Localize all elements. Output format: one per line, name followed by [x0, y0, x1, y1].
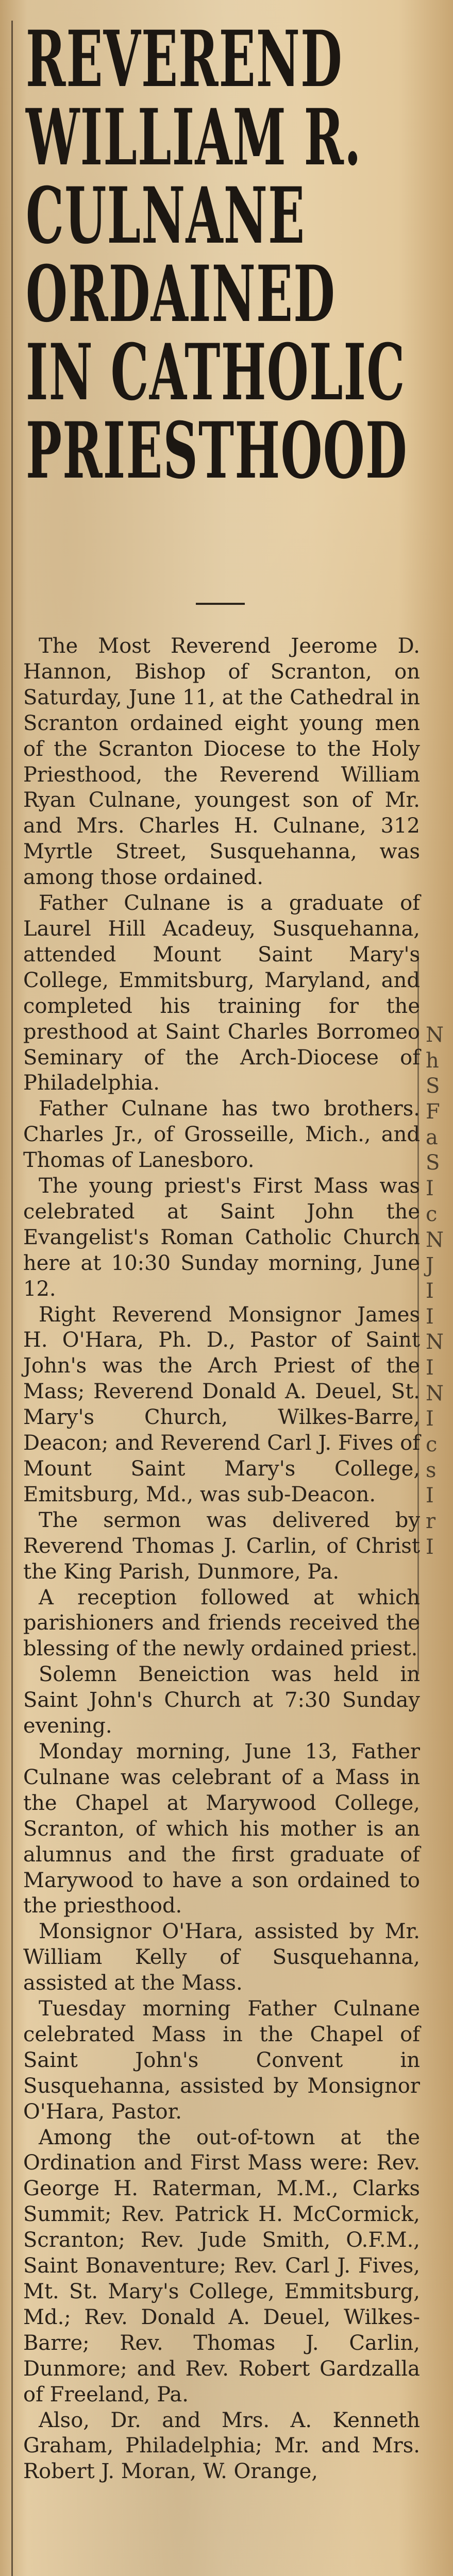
article-paragraph: The Most Reverend Jeerome D. Hannon, Bishop of Scranton, on Saturday, June 11, at the Cathedral in Scranton ordained eight young men of the Scranton Diocese to the Holy Priesthood, the Reverend William Ryan Culnane, youngest son of Mr. and Mrs. Charles H. Culnane, 312 Myrtle Street, Susquehanna, was among those ordained.: [23, 634, 420, 890]
margin-letter: I: [426, 1535, 434, 1559]
column-rule-left: [11, 21, 13, 2576]
margin-letter: I: [426, 1355, 434, 1380]
margin-letter: S: [426, 1151, 440, 1175]
margin-letter: I: [426, 1279, 434, 1303]
headline: [26, 14, 408, 496]
margin-letter: s: [426, 1458, 437, 1482]
margin-letter: J: [426, 1253, 434, 1278]
article-paragraph: Father Culnane is a graduate of Laurel Hill Acadeuy, Susquehanna, attended Mount Saint Mary's College, Emmitsburg, Maryland, and completed his training for the presthood at Saint Charles Borromeo Seminary of the Arch-Diocese of Philadelphia.: [23, 891, 420, 1095]
article-paragraph: Monsignor O'Hara, assisted by Mr. William Kelly of Susquehanna, assisted at the Mass.: [23, 1920, 420, 1995]
margin-letter: I: [426, 1484, 434, 1508]
margin-letter: F: [426, 1100, 440, 1124]
margin-letter: S: [426, 1074, 440, 1098]
headline-line: IN CATHOLIC: [26, 327, 406, 418]
article-paragraph: Tuesday morning Father Culnane celebrated Mass in the Chapel of Saint John's Convent in Susquehanna, assisted by Monsignor O'Hara, Pastor.: [23, 1997, 420, 2124]
margin-letter: I: [426, 1407, 434, 1431]
article-body: [23, 634, 420, 2485]
article-paragraph: The sermon was delivered by Reverend Thomas J. Carlin, of Christ the King Parish, Dunmore, Pa.: [23, 1508, 420, 1584]
article-paragraph: Among the out-of-town at the Ordination and First Mass were: Rev. George H. Raterman, M.M., Clarks Summit; Rev. Patrick H. McCormick, Scranton; Rev. Jude Smith, O.F.M., Saint Bonaventure; Rev. Carl J. Fives, Mt. St. Mary's College, Emmitsburg, Md.; Rev. Donald A. Deuel, Wilkes-Barre; Rev. Thomas J. Carlin, Dunmore; and Rev. Robert Gardzalla of Freeland, Pa.: [23, 2125, 420, 2406]
margin-letter: h: [426, 1048, 439, 1073]
adjacent-column-fragment: [426, 1023, 451, 1560]
article-paragraph: Also, Dr. and Mrs. A. Kenneth Graham, Philadelphia; Mr. and Mrs. Robert J. Moran, W. Orange,: [23, 2408, 420, 2484]
margin-letter: c: [426, 1433, 438, 1456]
margin-letter: N: [426, 1330, 444, 1354]
article-paragraph: Father Culnane has two brothers. Charles Jr., of Grosseille, Mich., and Thomas of Lanesboro.: [23, 1097, 420, 1173]
headline-divider: [196, 603, 245, 605]
article-paragraph: Solemn Beneiction was held in Saint John's Church at 7:30 Sunday evening.: [23, 1663, 420, 1738]
margin-letter: N: [426, 1381, 444, 1405]
margin-letter: N: [426, 1228, 444, 1252]
headline-line: ORDAINED: [26, 249, 336, 340]
margin-letter: r: [426, 1510, 436, 1534]
headline-line: REVEREND: [26, 14, 343, 105]
margin-letter: c: [426, 1202, 438, 1226]
article-paragraph: A reception followed at which parishioners and friends received the blessing of the newly ordained priest.: [23, 1585, 420, 1661]
margin-letter: a: [426, 1125, 438, 1149]
headline-line: CULNANE: [26, 171, 306, 261]
margin-letter: I: [426, 1177, 434, 1201]
article-paragraph: The young priest's First Mass was celebrated at Saint John the Evangelist's Roman Catholic Church here at 10:30 Sunday morning, June 12.: [23, 1174, 420, 1301]
article-paragraph: Right Reverend Monsignor James H. O'Hara, Ph. D., Pastor of Saint John's was the Arch Priest of the Mass; Reverend Donald A. Deuel, St. Mary's Church, Wilkes-Barre, Deacon; and Reverend Carl J. Fives of Mount Saint Mary's College, Emitsburg, Md., was sub-Deacon.: [23, 1302, 420, 1506]
headline-line: PRIESTHOOD: [26, 405, 408, 496]
margin-letter: N: [426, 1023, 444, 1047]
headline-line: WILLIAM R.: [26, 92, 362, 183]
article-paragraph: Monday morning, June 13, Father Culnane was celebrant of a Mass in the Chapel at Marywood College, Scranton, of which his mother is an alumnus and the first graduate of Marywood to have a son ordained to the priesthood.: [23, 1739, 420, 1918]
margin-letter: I: [426, 1304, 434, 1329]
